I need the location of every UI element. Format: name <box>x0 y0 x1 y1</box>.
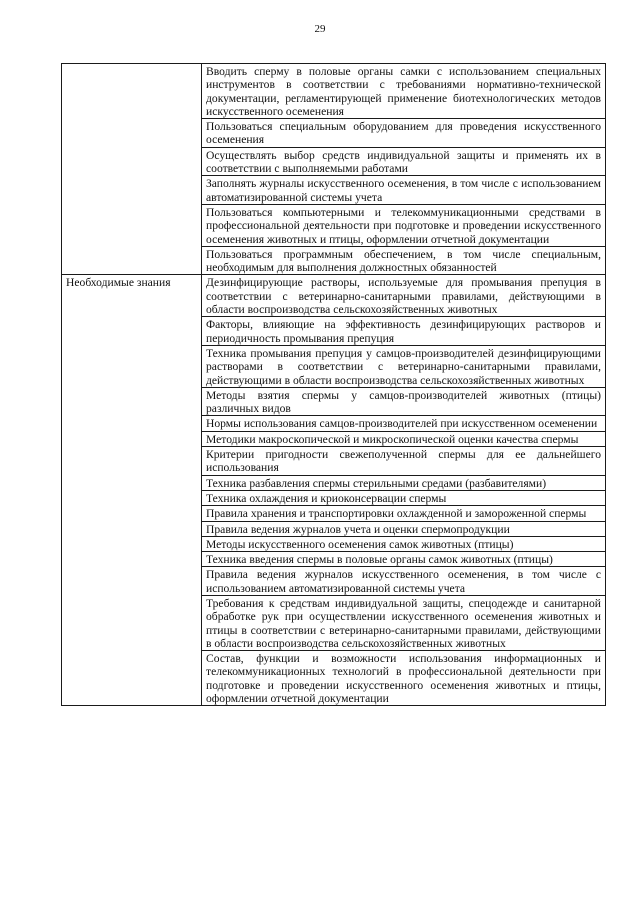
requirement-item: Требования к средствам индивидуальной защиты, спецодежде и санитарной обработке рук при осуществлении искусственного осеменения животных и птицы в соответствии с ветеринарно-санитарными правилами, действующими в области воспроизводства сельскохозяйственных животных <box>202 595 606 650</box>
requirement-item: Методы искусственного осеменения самок животных (птицы) <box>202 536 606 551</box>
requirement-item: Техника введения спермы в половые органы самок животных (птицы) <box>202 552 606 567</box>
requirement-item: Техника разбавления спермы стерильными средами (разбавителями) <box>202 475 606 490</box>
requirement-item: Методы взятия спермы у самцов-производителей животных (птицы) различных видов <box>202 387 606 416</box>
requirement-item: Правила хранения и транспортировки охлажденной и замороженной спермы <box>202 506 606 521</box>
requirement-item: Вводить сперму в половые органы самки с использованием специальных инструментов в соответствии с требованиями нормативно-технической документации, регламентирующей применение биотехнологических методов искусственного осеменения <box>202 64 606 119</box>
requirement-item: Состав, функции и возможности использования информационных и телекоммуникационных технологий в профессиональной деятельности при подготовке и проведении искусственного осеменения животных и птицы, оформлении отчетной документации <box>202 651 606 706</box>
requirement-item: Осуществлять выбор средств индивидуальной защиты и применять их в соответствии с выполняемыми работами <box>202 147 606 176</box>
table-row <box>62 64 606 119</box>
requirement-item: Техника промывания препуция у самцов-производителей дезинфицирующими растворами в соответствии с ветеринарно-санитарными правилами, действующими в области воспроизводства сельскохозяйственных животных <box>202 345 606 387</box>
requirement-item: Техника охлаждения и криоконсервации спермы <box>202 490 606 505</box>
page-number: 29 <box>314 23 326 35</box>
requirement-item: Нормы использования самцов-производителей при искусственном осеменении <box>202 416 606 431</box>
section-label <box>62 64 202 275</box>
requirement-item: Пользоваться компьютерными и телекоммуникационными средствами в профессиональной деятельности при подготовке и проведении искусственного осеменения животных и птицы, оформлении отчетной документации <box>202 204 606 246</box>
requirement-item: Заполнять журналы искусственного осеменения, в том числе с использованием автоматизированной системы учета <box>202 176 606 205</box>
requirement-item: Дезинфицирующие растворы, используемые для промывания препуция в соответствии с ветеринарно-санитарными правилами, действующими в области воспроизводства сельскохозяйственных животных <box>202 275 606 317</box>
table-row <box>62 275 606 317</box>
requirements-table-body <box>62 64 606 706</box>
requirement-item: Пользоваться специальным оборудованием для проведения искусственного осеменения <box>202 119 606 148</box>
requirement-item: Критерии пригодности свежеполученной спермы для ее дальнейшего использования <box>202 447 606 476</box>
requirement-item: Методики макроскопической и микроскопической оценки качества спермы <box>202 431 606 446</box>
requirement-item: Факторы, влияющие на эффективность дезинфицирующих растворов и периодичность промывания препуция <box>202 317 606 346</box>
requirement-item: Правила ведения журналов искусственного осеменения, в том числе с использованием автоматизированной системы учета <box>202 567 606 596</box>
section-label: Необходимые знания <box>62 275 202 706</box>
requirement-item: Пользоваться программным обеспечением, в том числе специальным, необходимым для выполнения должностных обязанностей <box>202 246 606 275</box>
requirements-table <box>61 63 606 706</box>
requirement-item: Правила ведения журналов учета и оценки спермопродукции <box>202 521 606 536</box>
